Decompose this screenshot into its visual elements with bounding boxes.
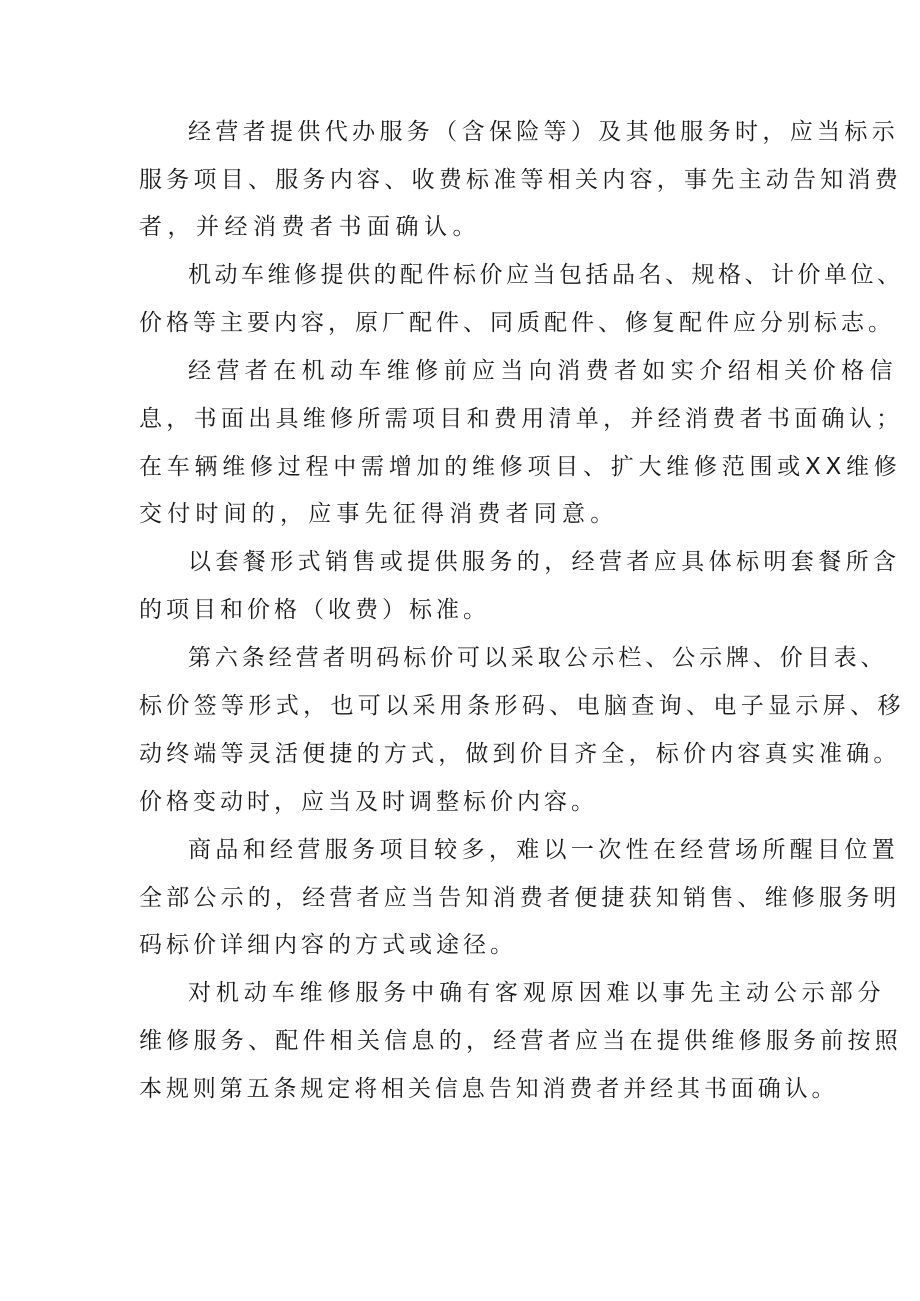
paragraph-3-line-4: 交付时间的，应事先征得消费者同意。 (139, 501, 619, 527)
paragraph-6-line-1: 商品和经营服务项目较多，难以一次性在经营场所醒目位置 (188, 837, 900, 863)
paragraph-7-line-3: 本规则第五条规定将相关信息告知消费者并经其书面确认。 (139, 1076, 839, 1102)
paragraph-7-line-1: 对机动车维修服务中确有客观原因难以事先主动公示部分 (188, 980, 886, 1006)
paragraph-1-line-1: 经营者提供代办服务（含保险等）及其他服务时，应当标示 (188, 119, 900, 145)
paragraph-4-line-1: 以套餐形式销售或提供服务的，经营者应具体标明套餐所含 (188, 549, 901, 575)
paragraph-1-line-3: 者，并经消费者书面确认。 (139, 214, 481, 240)
paragraph-2-line-2: 价格等主要内容，原厂配件、同质配件、修复配件应分别标志。 (139, 310, 895, 336)
paragraph-3-line-1: 经营者在机动车维修前应当向消费者如实介绍相关价格信 (188, 358, 898, 384)
paragraph-5-line-4: 价格变动时，应当及时调整标价内容。 (139, 789, 598, 815)
paragraph-3-line-3: 在车辆维修过程中需增加的维修项目、扩大维修范围或XX维修 (139, 454, 902, 480)
paragraph-6-line-2: 全部公示的，经营者应当告知消费者便捷获知销售、维修服务明 (139, 885, 901, 911)
paragraph-7-line-2: 维修服务、配件相关信息的，经营者应当在提供维修服务前按照 (139, 1028, 902, 1054)
paragraph-4-line-2: 的项目和价格（收费）标准。 (139, 597, 490, 623)
paragraph-2-line-1: 机动车维修提供的配件标价应当包括品名、规格、计价单位、 (188, 262, 904, 288)
paragraph-5-line-1: 第六条经营者明码标价可以采取公示栏、公示牌、价目表、 (188, 645, 888, 671)
paragraph-3-line-2: 息，书面出具维修所需项目和费用清单，并经消费者书面确认； (139, 406, 904, 432)
paragraph-1-line-2: 服务项目、服务内容、收费标准等相关内容，事先主动告知消费 (139, 167, 902, 193)
paragraph-5-line-2: 标价签等形式，也可以采用条形码、电脑查询、电子显示屏、移 (139, 693, 905, 719)
paragraph-6-line-3: 码标价详细内容的方式或途径。 (139, 932, 517, 958)
paragraph-5-line-3: 动终端等灵活便捷的方式，做到价目齐全，标价内容真实准确。 (139, 741, 901, 767)
